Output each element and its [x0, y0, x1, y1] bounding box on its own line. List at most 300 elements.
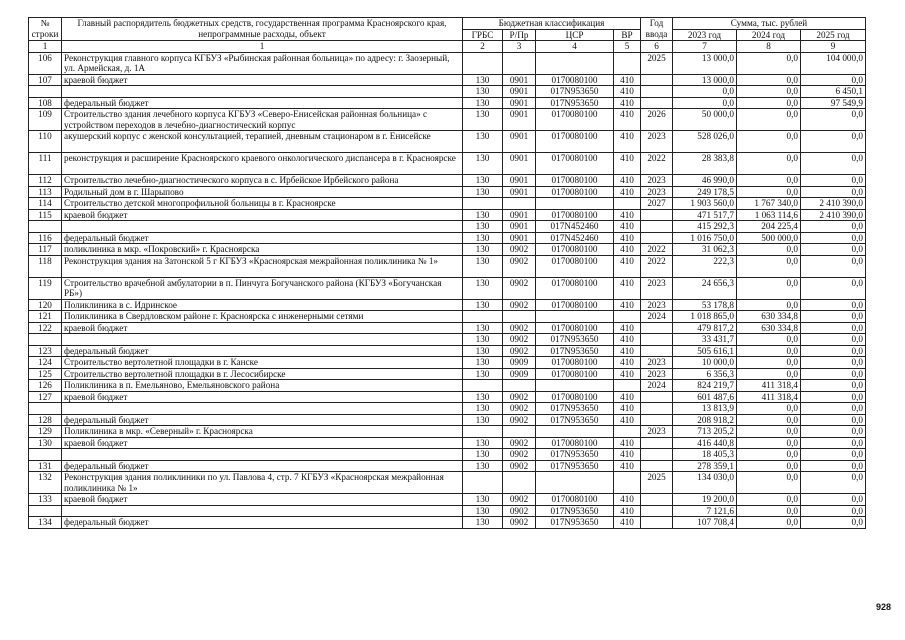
row-name: Строительство вертолетной площадки в г. Лесосибирске — [62, 368, 463, 380]
row-name: Реконструкция главного корпуса КГБУЗ «Рыбинская районная больница» по адресу: г. Заозерный, ул. Армейская, д. 1А — [62, 52, 463, 74]
row-sum-2024: 411 318,4 — [737, 391, 801, 403]
row-sum-2024: 0,0 — [737, 175, 801, 187]
row-vr: 410 — [614, 322, 641, 334]
row-rpr: 0902 — [503, 391, 536, 403]
row-name: федеральный бюджет — [62, 232, 463, 244]
row-rpr: 0902 — [503, 277, 536, 299]
row-sum-2024: 0,0 — [737, 426, 801, 438]
row-vr — [614, 311, 641, 323]
row-sum-2025: 0,0 — [801, 368, 866, 380]
table-row — [29, 437, 866, 449]
row-grbs: 130 — [463, 494, 503, 506]
row-sum-2023: 7 121,6 — [673, 505, 737, 517]
row-vr: 410 — [614, 277, 641, 299]
row-year: 2022 — [641, 244, 673, 256]
row-name: краевой бюджет — [62, 74, 463, 86]
column-number: 9 — [801, 41, 866, 53]
row-csr: 017N953650 — [536, 86, 614, 98]
row-name: акушерский корпус с женской консультацией, терапией, дневным стационаром в г. Енисейске — [62, 131, 463, 153]
row-sum-2024: 0,0 — [737, 52, 801, 74]
row-name: федеральный бюджет — [62, 345, 463, 357]
row-name — [62, 449, 463, 461]
row-name: Строительство здания лечебного корпуса КГБУЗ «Северо-Енисейская районная больница» с устройством переходов в лечебно-диагностический корпус — [62, 109, 463, 131]
row-sum-2025: 0,0 — [801, 334, 866, 346]
row-name — [62, 86, 463, 98]
row-sum-2024: 0,0 — [737, 277, 801, 299]
row-sum-2024: 0,0 — [737, 97, 801, 109]
row-csr: 017N953650 — [536, 449, 614, 461]
row-number: 120 — [29, 299, 62, 311]
row-sum-2025: 0,0 — [801, 414, 866, 426]
row-vr: 410 — [614, 517, 641, 529]
row-csr: 0170080100 — [536, 322, 614, 334]
row-rpr: 0902 — [503, 403, 536, 415]
row-sum-2023: 50 000,0 — [673, 109, 737, 131]
row-grbs: 130 — [463, 153, 503, 175]
row-csr: 0170080100 — [536, 299, 614, 311]
row-grbs: 130 — [463, 74, 503, 86]
row-csr: 0170080100 — [536, 437, 614, 449]
row-rpr: 0901 — [503, 97, 536, 109]
row-csr: 0170080100 — [536, 109, 614, 131]
row-name: федеральный бюджет — [62, 460, 463, 472]
row-name: краевой бюджет — [62, 322, 463, 334]
column-number: 8 — [737, 41, 801, 53]
table-row — [29, 109, 866, 131]
row-sum-2025: 0,0 — [801, 186, 866, 198]
row-grbs: 130 — [463, 299, 503, 311]
row-sum-2025: 0,0 — [801, 322, 866, 334]
row-sum-2025: 97 549,9 — [801, 97, 866, 109]
table-body — [29, 52, 866, 528]
row-number: 107 — [29, 74, 62, 86]
table-row — [29, 198, 866, 210]
row-rpr: 0901 — [503, 232, 536, 244]
row-number: 116 — [29, 232, 62, 244]
row-year — [641, 449, 673, 461]
row-grbs: 130 — [463, 449, 503, 461]
column-number: 1 — [29, 41, 62, 53]
row-sum-2025: 0,0 — [801, 255, 866, 277]
row-year: 2026 — [641, 109, 673, 131]
row-vr: 410 — [614, 255, 641, 277]
row-csr — [536, 426, 614, 438]
row-number: 109 — [29, 109, 62, 131]
row-number: 130 — [29, 437, 62, 449]
row-grbs: 130 — [463, 505, 503, 517]
row-sum-2024: 0,0 — [737, 437, 801, 449]
row-rpr: 0902 — [503, 449, 536, 461]
row-sum-2024: 0,0 — [737, 334, 801, 346]
row-sum-2023: 479 817,2 — [673, 322, 737, 334]
row-csr: 0170080100 — [536, 153, 614, 175]
row-sum-2023: 278 359,1 — [673, 460, 737, 472]
row-year — [641, 391, 673, 403]
row-name: Поликлиника в с. Идринское — [62, 299, 463, 311]
row-rpr — [503, 380, 536, 392]
row-year — [641, 322, 673, 334]
row-grbs: 130 — [463, 277, 503, 299]
row-vr: 410 — [614, 505, 641, 517]
header-row-number: № строки — [29, 18, 62, 41]
row-number — [29, 221, 62, 233]
row-vr: 410 — [614, 175, 641, 187]
row-sum-2023: 31 062,3 — [673, 244, 737, 256]
row-sum-2025: 0,0 — [801, 403, 866, 415]
row-rpr: 0901 — [503, 109, 536, 131]
budget-table — [28, 17, 866, 529]
row-sum-2024: 0,0 — [737, 505, 801, 517]
row-rpr: 0902 — [503, 505, 536, 517]
row-rpr: 0909 — [503, 368, 536, 380]
row-grbs: 130 — [463, 414, 503, 426]
row-year — [641, 494, 673, 506]
row-sum-2023: 471 517,7 — [673, 209, 737, 221]
row-year — [641, 209, 673, 221]
row-sum-2025: 2 410 390,0 — [801, 198, 866, 210]
row-year: 2024 — [641, 311, 673, 323]
table-row — [29, 357, 866, 369]
row-sum-2024: 1 767 340,0 — [737, 198, 801, 210]
row-grbs: 130 — [463, 131, 503, 153]
row-grbs: 130 — [463, 186, 503, 198]
table-row — [29, 74, 866, 86]
row-grbs: 130 — [463, 391, 503, 403]
row-name — [62, 403, 463, 415]
row-csr: 017N953650 — [536, 97, 614, 109]
row-number: 134 — [29, 517, 62, 529]
column-number: 3 — [503, 41, 536, 53]
row-rpr — [503, 198, 536, 210]
row-sum-2025: 0,0 — [801, 232, 866, 244]
row-sum-2024: 0,0 — [737, 299, 801, 311]
table-row — [29, 403, 866, 415]
row-csr: 017N953650 — [536, 517, 614, 529]
row-name: краевой бюджет — [62, 437, 463, 449]
row-grbs: 130 — [463, 209, 503, 221]
table-row — [29, 414, 866, 426]
row-number: 121 — [29, 311, 62, 323]
row-csr: 0170080100 — [536, 209, 614, 221]
row-sum-2023: 1 016 750,0 — [673, 232, 737, 244]
row-number: 114 — [29, 198, 62, 210]
row-sum-2025: 0,0 — [801, 244, 866, 256]
row-rpr — [503, 426, 536, 438]
row-sum-2024: 0,0 — [737, 403, 801, 415]
row-vr: 410 — [614, 131, 641, 153]
row-rpr: 0901 — [503, 175, 536, 187]
row-name: Родильный дом в г. Шарыпово — [62, 186, 463, 198]
row-rpr: 0901 — [503, 131, 536, 153]
row-vr: 410 — [614, 391, 641, 403]
row-year: 2025 — [641, 52, 673, 74]
row-rpr: 0901 — [503, 221, 536, 233]
row-rpr: 0902 — [503, 299, 536, 311]
table-row — [29, 449, 866, 461]
row-sum-2023: 0,0 — [673, 86, 737, 98]
row-rpr — [503, 52, 536, 74]
row-sum-2024: 0,0 — [737, 357, 801, 369]
row-year — [641, 334, 673, 346]
row-name: федеральный бюджет — [62, 97, 463, 109]
row-sum-2023: 18 405,3 — [673, 449, 737, 461]
row-sum-2024: 0,0 — [737, 255, 801, 277]
header-name: Главный распорядитель бюджетных средств, государственная программа Красноярского края, непрограммные расходы, объект — [62, 18, 463, 41]
row-rpr: 0901 — [503, 86, 536, 98]
row-sum-2024: 0,0 — [737, 472, 801, 494]
row-csr: 0170080100 — [536, 244, 614, 256]
row-rpr: 0902 — [503, 345, 536, 357]
row-csr: 0170080100 — [536, 391, 614, 403]
row-sum-2025: 0,0 — [801, 109, 866, 131]
row-sum-2024: 0,0 — [737, 460, 801, 472]
row-csr: 017N953650 — [536, 403, 614, 415]
row-number: 115 — [29, 209, 62, 221]
row-number: 117 — [29, 244, 62, 256]
row-number — [29, 403, 62, 415]
row-year — [641, 414, 673, 426]
row-year: 2024 — [641, 380, 673, 392]
column-number: 7 — [673, 41, 737, 53]
row-csr: 0170080100 — [536, 277, 614, 299]
row-csr: 0170080100 — [536, 494, 614, 506]
row-vr: 410 — [614, 232, 641, 244]
row-grbs — [463, 380, 503, 392]
row-grbs — [463, 426, 503, 438]
row-sum-2025: 0,0 — [801, 277, 866, 299]
row-csr — [536, 198, 614, 210]
row-year — [641, 86, 673, 98]
row-sum-2025: 6 450,1 — [801, 86, 866, 98]
row-year: 2023 — [641, 426, 673, 438]
column-number: 6 — [641, 41, 673, 53]
row-number — [29, 449, 62, 461]
table-row — [29, 86, 866, 98]
row-sum-2023: 28 383,8 — [673, 153, 737, 175]
row-sum-2025: 0,0 — [801, 505, 866, 517]
row-grbs: 130 — [463, 357, 503, 369]
table-row — [29, 322, 866, 334]
row-csr: 0170080100 — [536, 74, 614, 86]
row-grbs: 130 — [463, 97, 503, 109]
row-csr: 017N452460 — [536, 221, 614, 233]
row-grbs: 130 — [463, 175, 503, 187]
row-year — [641, 97, 673, 109]
row-vr — [614, 472, 641, 494]
row-sum-2024: 0,0 — [737, 109, 801, 131]
column-number: 1 — [62, 41, 463, 53]
row-sum-2023: 528 026,0 — [673, 131, 737, 153]
table-row — [29, 517, 866, 529]
row-name: федеральный бюджет — [62, 517, 463, 529]
row-number: 128 — [29, 414, 62, 426]
row-csr: 017N953650 — [536, 334, 614, 346]
row-year — [641, 232, 673, 244]
table-row — [29, 255, 866, 277]
row-rpr: 0902 — [503, 334, 536, 346]
header-2025: 2025 год — [801, 29, 866, 41]
row-sum-2025: 0,0 — [801, 494, 866, 506]
table-row — [29, 345, 866, 357]
row-sum-2023: 222,3 — [673, 255, 737, 277]
row-name: краевой бюджет — [62, 494, 463, 506]
row-vr: 410 — [614, 186, 641, 198]
row-year: 2023 — [641, 357, 673, 369]
row-year — [641, 505, 673, 517]
row-vr: 410 — [614, 368, 641, 380]
row-rpr: 0902 — [503, 517, 536, 529]
table-row — [29, 52, 866, 74]
row-name: Реконструкция здания поликлиники по ул. Павлова 4, стр. 7 КГБУЗ «Красноярская межрайонная поликлиника № 1» — [62, 472, 463, 494]
row-sum-2023: 416 440,8 — [673, 437, 737, 449]
row-rpr: 0902 — [503, 414, 536, 426]
table-row — [29, 334, 866, 346]
row-rpr: 0902 — [503, 460, 536, 472]
row-sum-2025: 0,0 — [801, 380, 866, 392]
row-vr: 410 — [614, 299, 641, 311]
table-row — [29, 368, 866, 380]
row-csr: 0170080100 — [536, 186, 614, 198]
row-year: 2025 — [641, 472, 673, 494]
row-year: 2023 — [641, 175, 673, 187]
row-sum-2023: 107 708,4 — [673, 517, 737, 529]
row-vr: 410 — [614, 403, 641, 415]
table-row — [29, 391, 866, 403]
table-row — [29, 299, 866, 311]
table-row — [29, 209, 866, 221]
row-csr: 017N953650 — [536, 345, 614, 357]
row-number — [29, 505, 62, 517]
row-sum-2023: 13 000,0 — [673, 74, 737, 86]
row-name: поликлиника в мкр. «Покровский» г. Красноярска — [62, 244, 463, 256]
row-sum-2023: 249 178,5 — [673, 186, 737, 198]
row-sum-2025: 0,0 — [801, 311, 866, 323]
row-grbs: 130 — [463, 244, 503, 256]
row-name — [62, 334, 463, 346]
row-year — [641, 74, 673, 86]
row-csr: 017N953650 — [536, 460, 614, 472]
row-csr: 0170080100 — [536, 368, 614, 380]
row-sum-2025: 0,0 — [801, 517, 866, 529]
row-sum-2024: 411 318,4 — [737, 380, 801, 392]
row-vr: 410 — [614, 437, 641, 449]
row-sum-2025: 0,0 — [801, 472, 866, 494]
row-vr: 410 — [614, 345, 641, 357]
header-csr: ЦСР — [536, 29, 614, 41]
row-sum-2025: 0,0 — [801, 357, 866, 369]
row-number: 126 — [29, 380, 62, 392]
header-2023: 2023 год — [673, 29, 737, 41]
row-year: 2027 — [641, 198, 673, 210]
row-sum-2023: 208 918,2 — [673, 414, 737, 426]
row-sum-2025: 0,0 — [801, 131, 866, 153]
row-csr: 0170080100 — [536, 175, 614, 187]
table-row — [29, 494, 866, 506]
row-number — [29, 334, 62, 346]
row-year: 2023 — [641, 299, 673, 311]
row-name: Строительство врачебной амбулатории в п. Пинчуга Богучанского района (КГБУЗ «Богучанская РБ») — [62, 277, 463, 299]
row-vr: 410 — [614, 153, 641, 175]
row-sum-2023: 33 431,7 — [673, 334, 737, 346]
row-vr: 410 — [614, 86, 641, 98]
row-year — [641, 517, 673, 529]
row-grbs — [463, 472, 503, 494]
row-sum-2024: 204 225,4 — [737, 221, 801, 233]
row-sum-2025: 0,0 — [801, 449, 866, 461]
row-grbs: 130 — [463, 368, 503, 380]
row-rpr: 0901 — [503, 209, 536, 221]
header-sum: Сумма, тыс. рублей — [673, 18, 866, 30]
row-vr: 410 — [614, 244, 641, 256]
row-rpr: 0901 — [503, 153, 536, 175]
row-number: 111 — [29, 153, 62, 175]
row-sum-2025: 0,0 — [801, 426, 866, 438]
row-number: 110 — [29, 131, 62, 153]
row-number — [29, 86, 62, 98]
row-sum-2023: 1 903 560,0 — [673, 198, 737, 210]
row-grbs — [463, 311, 503, 323]
row-csr — [536, 52, 614, 74]
header-year: Год ввода — [641, 18, 673, 41]
row-name: краевой бюджет — [62, 391, 463, 403]
row-sum-2023: 824 219,7 — [673, 380, 737, 392]
row-csr — [536, 472, 614, 494]
table-row — [29, 221, 866, 233]
row-grbs: 130 — [463, 255, 503, 277]
row-name: Поликлиника в Свердловском районе г. Красноярска с инженерными сетями — [62, 311, 463, 323]
header-vr: ВР — [614, 29, 641, 41]
row-number: 131 — [29, 460, 62, 472]
row-vr: 410 — [614, 414, 641, 426]
row-rpr: 0901 — [503, 186, 536, 198]
row-sum-2025: 0,0 — [801, 221, 866, 233]
row-year: 2022 — [641, 255, 673, 277]
row-name — [62, 221, 463, 233]
row-name: Реконструкция здания на Затонской 5 г КГБУЗ «Красноярская межрайонная поликлиника № 1» — [62, 255, 463, 277]
row-grbs: 130 — [463, 345, 503, 357]
row-vr: 410 — [614, 74, 641, 86]
row-sum-2023: 24 656,3 — [673, 277, 737, 299]
row-vr — [614, 426, 641, 438]
row-vr: 410 — [614, 334, 641, 346]
row-year: 2023 — [641, 131, 673, 153]
row-rpr: 0902 — [503, 322, 536, 334]
row-csr: 017N452460 — [536, 232, 614, 244]
row-sum-2024: 630 334,8 — [737, 311, 801, 323]
row-name: Строительство лечебно-диагностического корпуса в с. Ирбейское Ирбейского района — [62, 175, 463, 187]
row-year: 2023 — [641, 368, 673, 380]
row-grbs: 130 — [463, 232, 503, 244]
row-sum-2024: 0,0 — [737, 494, 801, 506]
row-sum-2023: 415 292,3 — [673, 221, 737, 233]
row-name — [62, 505, 463, 517]
row-number: 119 — [29, 277, 62, 299]
row-vr: 410 — [614, 460, 641, 472]
row-vr: 410 — [614, 109, 641, 131]
row-grbs — [463, 52, 503, 74]
row-sum-2024: 0,0 — [737, 74, 801, 86]
row-sum-2023: 13 000,0 — [673, 52, 737, 74]
row-year: 2023 — [641, 277, 673, 299]
row-sum-2024: 0,0 — [737, 153, 801, 175]
row-sum-2024: 0,0 — [737, 449, 801, 461]
row-sum-2025: 0,0 — [801, 175, 866, 187]
row-sum-2023: 53 178,8 — [673, 299, 737, 311]
row-sum-2023: 10 000,0 — [673, 357, 737, 369]
row-rpr: 0902 — [503, 255, 536, 277]
table-row — [29, 472, 866, 494]
row-sum-2024: 0,0 — [737, 517, 801, 529]
